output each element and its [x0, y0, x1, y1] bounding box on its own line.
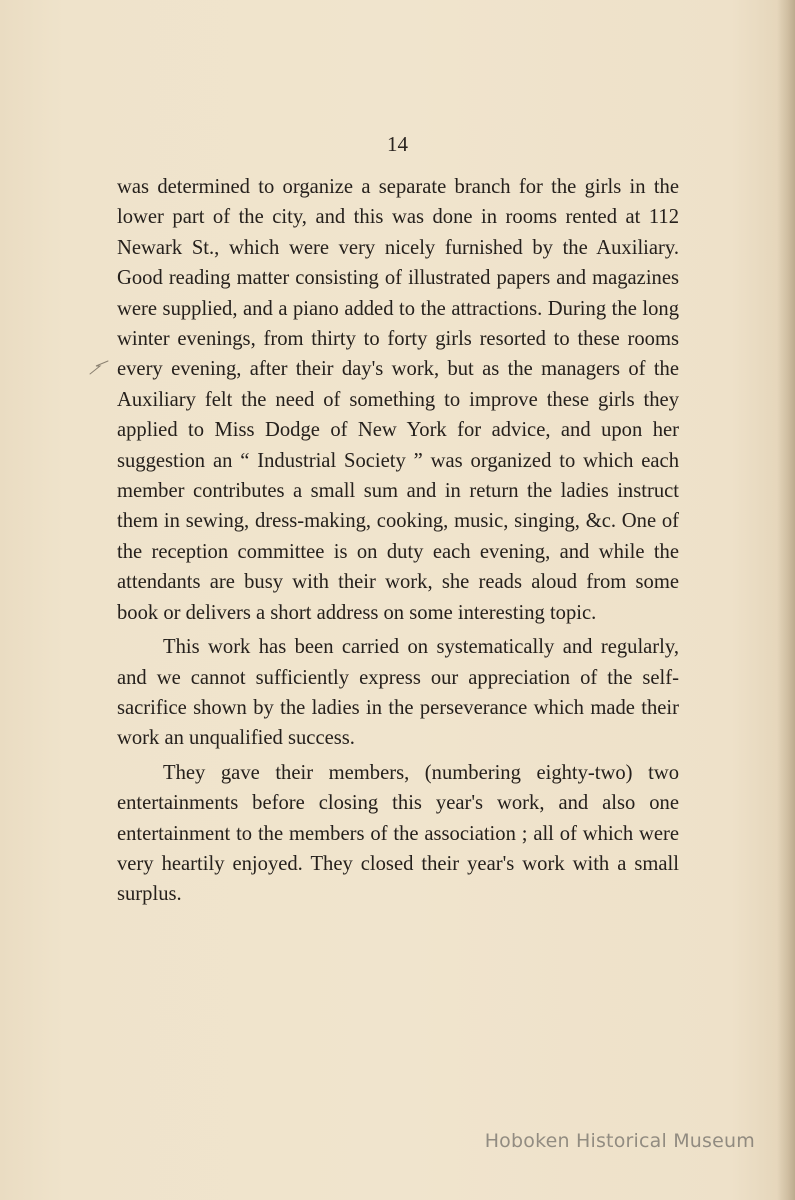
pencil-mark-icon [88, 360, 110, 376]
body-text [117, 172, 679, 910]
paragraph-1: was determined to organize a separate branch for the girls in the lower part of the city, and this was done in rooms rented at 112 Newark St., which were very nicely furnished by the Auxiliary. Good reading matter consisting of illustrated papers and magazines were supplied, and a piano added to the attractions. During the long winter evenings, from thirty to forty girls resorted to these rooms every evening, after their day's work, but as the managers of the Auxiliary felt the need of something to improve these girls they applied to Miss Dodge of New York for advice, and upon her suggestion an “ Industrial Society ” was organized to which each member contributes a small sum and in return the ladies instruct them in sewing, dress-making, cooking, music, singing, &c. One of the reception committee is on duty each evening, and while the attendants are busy with their work, she reads aloud from some book or delivers a short address on some interesting topic. [117, 176, 679, 624]
museum-watermark: Hoboken Historical Museum [484, 1130, 755, 1152]
paragraph-3: They gave their members, (numbering eighty-two) two entertainments before closing this year's work, and also one entertainment to the members of the association ; all of which were very heartily enjoyed. They closed their year's work with a small surplus. [117, 761, 679, 906]
page-number: 14 [387, 132, 408, 156]
page-edge-shadow [777, 0, 795, 1200]
paragraph-2: This work has been carried on systematically and regularly, and we cannot sufficiently express our appreciation of the self-sacrifice shown by the ladies in the perseverance which made their work an unqualified success. [117, 636, 679, 750]
